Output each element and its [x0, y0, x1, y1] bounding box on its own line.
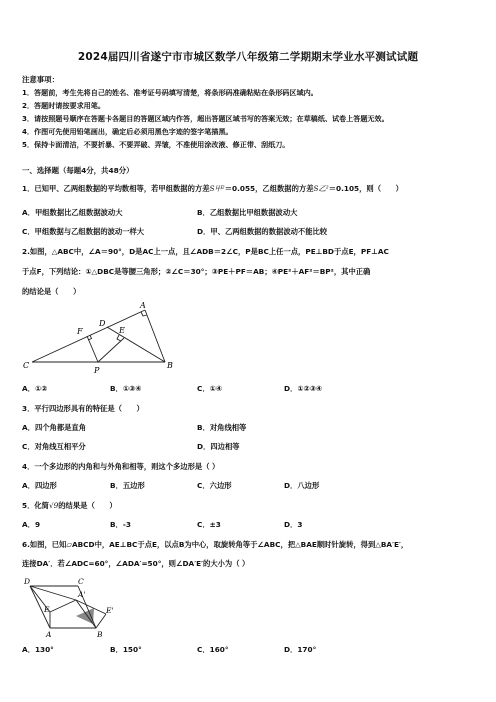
figure-label-e: E [119, 326, 125, 335]
q5-tail-text: 的结果是（ ） [58, 501, 117, 510]
q6-option-d: D．170° [284, 645, 317, 654]
figure-label-d: D [24, 577, 31, 586]
q1-option-a: A．甲组数据比乙组数据波动大 [22, 208, 123, 217]
question-2-line-2: 于点F，下列结论：①△DBC是等腰三角形；②∠C＝30°；③PE＋PF＝AB；④PE²＋AF²＝BP²，其中正确 [22, 267, 371, 276]
q1-option-c: C．甲组数据与乙组数据的波动一样大 [22, 227, 145, 236]
question-3-stem: 3．平行四边形具有的特征是（ ） [22, 404, 144, 413]
q2-option-d: D．①②③④ [284, 384, 323, 393]
section-heading: 一、选择题（每题4分，共48分） [22, 166, 134, 175]
q1-mid-text: ＝0.055，乙组数据的方差 [224, 184, 314, 193]
q1-variance-jia: S甲² [209, 184, 225, 193]
figure-label-d: D [99, 319, 106, 328]
q3-option-b: B．对角线相等 [197, 423, 247, 432]
figure-label-p: P [94, 366, 100, 375]
notice-item: 3．请按照题号顺序在答题卡各题目的答题区域内作答，超出答题区域书写的答案无效；在草稿纸、试卷上答题无效。 [22, 114, 389, 123]
figure-label-b: B [97, 630, 103, 639]
question-6-line-2: 连接DA′．若∠ADC=60°，∠ADA′=50°，则∠DA′E′的大小为（ ） [22, 559, 250, 568]
q2-option-a: A．①② [22, 384, 48, 393]
figure-label-a: A [140, 301, 146, 310]
question-2-line-1: 2.如图，△ABC中，∠A＝90°，D是AC上一点，且∠ADB＝2∠C，P是BC上任一点，PE⊥BD于点E，PF⊥AC [22, 247, 389, 256]
q5-option-d: D．3 [284, 520, 303, 529]
q6-option-b: B．150° [110, 645, 142, 654]
q3-option-d: D．四边相等 [197, 442, 240, 451]
q5-option-a: A．9 [22, 520, 41, 529]
q1-tail-text: ＝0.105，则（ ） [328, 184, 403, 193]
q1-option-d: D．甲、乙两组数据的数据波动不能比较 [197, 227, 328, 236]
figure-label-b: B [167, 361, 173, 370]
exam-title: 2024届四川省遂宁市市城区数学八年级第二学期期末学业水平测试试题 [77, 51, 419, 63]
q2-option-b: B．①③④ [110, 384, 142, 393]
notice-item: 1．答题前，考生先将自己的姓名、准考证号码填写清楚，将条形码准确粘贴在条形码区域内。 [22, 88, 318, 97]
figure-label-c: C [23, 361, 30, 370]
figure-label-a: A [46, 630, 52, 639]
question-6-line-1: 6.如图，已知▱ABCD中，AE⊥BC于点E，以点B为中心，取旋转角等于∠ABC，把△BAE顺时针旋转，得到△BA′E′， [22, 540, 409, 549]
q1-stem-text: 1．已知甲、乙两组数据的平均数相等，若甲组数据的方差 [22, 184, 210, 193]
figure-label-f: F [77, 327, 83, 336]
notice-item: 5．保持卡面清洁，不要折暴、不要弄破、弄皱，不准使用涂改液、修正带、刮纸刀。 [22, 140, 290, 149]
figure-label-a-prime: A' [78, 590, 86, 599]
q1-option-b: B．乙组数据比甲组数据波动大 [197, 208, 298, 217]
q6-parallelogram-figure [20, 574, 120, 642]
figure-label-c: C [78, 577, 84, 586]
question-1-stem [22, 184, 403, 194]
q6-option-a: A．130° [22, 645, 54, 654]
q3-option-a: A．四个角都是直角 [22, 423, 87, 432]
q5-stem-text: 5．化简 [22, 501, 49, 510]
notice-heading: 注意事项： [22, 75, 59, 84]
figure-label-e-prime: E' [106, 606, 114, 615]
q4-option-b: B．五边形 [110, 481, 145, 490]
q5-radical: √9 [48, 501, 59, 510]
q5-option-c: C．±3 [197, 520, 221, 529]
figure-label-e: E [44, 605, 50, 614]
notice-item: 2．答题时请按要求用笔。 [22, 101, 105, 110]
q3-option-c: C．对角线互相平分 [22, 442, 86, 451]
notice-item: 4．作图可先使用铅笔画出，确定后必须用黑色字迹的签字笔描黑。 [22, 127, 233, 136]
q4-option-d: D．八边形 [284, 481, 320, 490]
question-4-stem: 4．一个多边形的内角和与外角和相等，则这个多边形是（ ） [22, 462, 220, 471]
q4-option-c: C．六边形 [197, 481, 232, 490]
question-5-stem [22, 501, 117, 511]
q4-option-a: A．四边形 [22, 481, 57, 490]
q1-variance-yi: S乙² [313, 184, 329, 193]
q2-triangle-figure [20, 300, 200, 380]
q5-option-b: B．-3 [110, 520, 131, 529]
q2-option-c: C．①④ [197, 384, 223, 393]
question-2-line-3: 的结论是（ ） [22, 287, 81, 296]
q6-option-c: C．160° [197, 645, 229, 654]
